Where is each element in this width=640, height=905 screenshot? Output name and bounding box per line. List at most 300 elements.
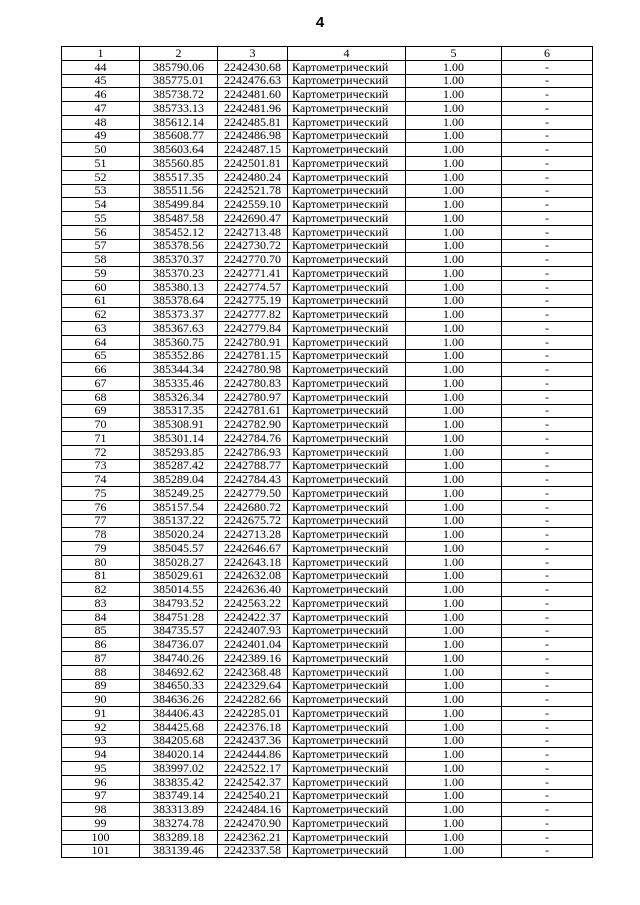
- precision-cell: 1.00: [406, 60, 502, 74]
- x-coordinate-cell: 383274.78: [140, 817, 218, 831]
- method-cell: Картометрический: [288, 74, 406, 88]
- y-coordinate-cell: 2242522.17: [218, 762, 288, 776]
- precision-cell: 1.00: [406, 377, 502, 391]
- method-cell: Картометрический: [288, 225, 406, 239]
- precision-cell: 1.00: [406, 844, 502, 858]
- method-cell: Картометрический: [288, 418, 406, 432]
- method-cell: Картометрический: [288, 487, 406, 501]
- precision-cell: 1.00: [406, 253, 502, 267]
- precision-cell: 1.00: [406, 129, 502, 143]
- table-row: [62, 500, 593, 514]
- point-number-cell: 60: [62, 280, 140, 294]
- table-row: [62, 624, 593, 638]
- y-coordinate-cell: 2242784.76: [218, 432, 288, 446]
- x-coordinate-cell: 383313.89: [140, 803, 218, 817]
- y-coordinate-cell: 2242521.78: [218, 184, 288, 198]
- description-cell: -: [502, 432, 593, 446]
- y-coordinate-cell: 2242780.91: [218, 335, 288, 349]
- x-coordinate-cell: 385360.75: [140, 335, 218, 349]
- method-cell: Картометрический: [288, 473, 406, 487]
- description-cell: -: [502, 157, 593, 171]
- y-coordinate-cell: 2242486.98: [218, 129, 288, 143]
- description-cell: -: [502, 597, 593, 611]
- x-coordinate-cell: 385738.72: [140, 88, 218, 102]
- point-number-cell: 101: [62, 844, 140, 858]
- point-number-cell: 59: [62, 267, 140, 281]
- point-number-cell: 71: [62, 432, 140, 446]
- page-number: 4: [315, 14, 325, 31]
- y-coordinate-cell: 2242480.24: [218, 170, 288, 184]
- y-coordinate-cell: 2242476.63: [218, 74, 288, 88]
- table-row: [62, 734, 593, 748]
- x-coordinate-cell: 385367.63: [140, 322, 218, 336]
- method-cell: Картометрический: [288, 555, 406, 569]
- method-cell: Картометрический: [288, 60, 406, 74]
- y-coordinate-cell: 2242777.82: [218, 308, 288, 322]
- table-row: [62, 445, 593, 459]
- method-cell: Картометрический: [288, 610, 406, 624]
- method-cell: Картометрический: [288, 404, 406, 418]
- point-number-cell: 56: [62, 225, 140, 239]
- point-number-cell: 87: [62, 652, 140, 666]
- y-coordinate-cell: 2242437.36: [218, 734, 288, 748]
- description-cell: -: [502, 60, 593, 74]
- description-cell: -: [502, 844, 593, 858]
- precision-cell: 1.00: [406, 583, 502, 597]
- y-coordinate-cell: 2242675.72: [218, 514, 288, 528]
- description-cell: -: [502, 143, 593, 157]
- x-coordinate-cell: 385370.37: [140, 253, 218, 267]
- method-cell: Картометрический: [288, 349, 406, 363]
- point-number-cell: 93: [62, 734, 140, 748]
- table-row: [62, 473, 593, 487]
- table-row: [62, 377, 593, 391]
- precision-cell: 1.00: [406, 610, 502, 624]
- point-number-cell: 63: [62, 322, 140, 336]
- method-cell: Картометрический: [288, 652, 406, 666]
- point-number-cell: 54: [62, 198, 140, 212]
- table-row: [62, 115, 593, 129]
- point-number-cell: 72: [62, 445, 140, 459]
- method-cell: Картометрический: [288, 542, 406, 556]
- y-coordinate-cell: 2242646.67: [218, 542, 288, 556]
- point-number-cell: 49: [62, 129, 140, 143]
- method-cell: Картометрический: [288, 363, 406, 377]
- point-number-cell: 67: [62, 377, 140, 391]
- method-cell: Картометрический: [288, 308, 406, 322]
- point-number-cell: 66: [62, 363, 140, 377]
- description-cell: -: [502, 803, 593, 817]
- method-cell: Картометрический: [288, 377, 406, 391]
- y-coordinate-cell: 2242481.60: [218, 88, 288, 102]
- precision-cell: 1.00: [406, 720, 502, 734]
- y-coordinate-cell: 2242780.98: [218, 363, 288, 377]
- table-row: [62, 707, 593, 721]
- precision-cell: 1.00: [406, 432, 502, 446]
- y-coordinate-cell: 2242771.41: [218, 267, 288, 281]
- column-header-3: 3: [218, 47, 288, 61]
- x-coordinate-cell: 384793.52: [140, 597, 218, 611]
- precision-cell: 1.00: [406, 170, 502, 184]
- precision-cell: 1.00: [406, 349, 502, 363]
- point-number-cell: 89: [62, 679, 140, 693]
- y-coordinate-cell: 2242713.28: [218, 528, 288, 542]
- x-coordinate-cell: 385137.22: [140, 514, 218, 528]
- method-cell: Картометрический: [288, 748, 406, 762]
- description-cell: -: [502, 390, 593, 404]
- x-coordinate-cell: 385499.84: [140, 198, 218, 212]
- table-row: [62, 157, 593, 171]
- precision-cell: 1.00: [406, 830, 502, 844]
- method-cell: Картометрический: [288, 803, 406, 817]
- point-number-cell: 75: [62, 487, 140, 501]
- y-coordinate-cell: 2242713.48: [218, 225, 288, 239]
- x-coordinate-cell: 385733.13: [140, 102, 218, 116]
- precision-cell: 1.00: [406, 528, 502, 542]
- description-cell: -: [502, 349, 593, 363]
- y-coordinate-cell: 2242337.58: [218, 844, 288, 858]
- y-coordinate-cell: 2242487.15: [218, 143, 288, 157]
- point-number-cell: 62: [62, 308, 140, 322]
- method-cell: Картометрический: [288, 665, 406, 679]
- precision-cell: 1.00: [406, 184, 502, 198]
- y-coordinate-cell: 2242779.50: [218, 487, 288, 501]
- description-cell: -: [502, 473, 593, 487]
- table-row: [62, 280, 593, 294]
- y-coordinate-cell: 2242484.16: [218, 803, 288, 817]
- y-coordinate-cell: 2242779.84: [218, 322, 288, 336]
- x-coordinate-cell: 385293.85: [140, 445, 218, 459]
- method-cell: Картометрический: [288, 583, 406, 597]
- table-row: [62, 597, 593, 611]
- description-cell: -: [502, 184, 593, 198]
- point-number-cell: 46: [62, 88, 140, 102]
- x-coordinate-cell: 385608.77: [140, 129, 218, 143]
- description-cell: -: [502, 239, 593, 253]
- point-number-cell: 52: [62, 170, 140, 184]
- table-row: [62, 349, 593, 363]
- column-header-6: 6: [502, 47, 593, 61]
- column-header-1: 1: [62, 47, 140, 61]
- point-number-cell: 79: [62, 542, 140, 556]
- method-cell: Картометрический: [288, 445, 406, 459]
- description-cell: -: [502, 775, 593, 789]
- description-cell: -: [502, 74, 593, 88]
- x-coordinate-cell: 385014.55: [140, 583, 218, 597]
- y-coordinate-cell: 2242680.72: [218, 500, 288, 514]
- x-coordinate-cell: 384735.57: [140, 624, 218, 638]
- point-number-cell: 91: [62, 707, 140, 721]
- x-coordinate-cell: 385373.37: [140, 308, 218, 322]
- y-coordinate-cell: 2242782.90: [218, 418, 288, 432]
- y-coordinate-cell: 2242559.10: [218, 198, 288, 212]
- method-cell: Картометрический: [288, 432, 406, 446]
- x-coordinate-cell: 385029.61: [140, 569, 218, 583]
- y-coordinate-cell: 2242636.40: [218, 583, 288, 597]
- precision-cell: 1.00: [406, 817, 502, 831]
- table-row: [62, 748, 593, 762]
- method-cell: Картометрический: [288, 267, 406, 281]
- x-coordinate-cell: 385289.04: [140, 473, 218, 487]
- y-coordinate-cell: 2242444.86: [218, 748, 288, 762]
- table-row: [62, 60, 593, 74]
- description-cell: -: [502, 363, 593, 377]
- table-row: [62, 184, 593, 198]
- table-row: [62, 143, 593, 157]
- x-coordinate-cell: 385020.24: [140, 528, 218, 542]
- precision-cell: 1.00: [406, 267, 502, 281]
- x-coordinate-cell: 385487.58: [140, 212, 218, 226]
- point-number-cell: 77: [62, 514, 140, 528]
- point-number-cell: 86: [62, 638, 140, 652]
- table-row: [62, 693, 593, 707]
- table-row: [62, 253, 593, 267]
- point-number-cell: 68: [62, 390, 140, 404]
- method-cell: Картометрический: [288, 500, 406, 514]
- precision-cell: 1.00: [406, 280, 502, 294]
- point-number-cell: 88: [62, 665, 140, 679]
- point-number-cell: 81: [62, 569, 140, 583]
- x-coordinate-cell: 384406.43: [140, 707, 218, 721]
- description-cell: -: [502, 335, 593, 349]
- x-coordinate-cell: 383749.14: [140, 789, 218, 803]
- precision-cell: 1.00: [406, 487, 502, 501]
- x-coordinate-cell: 385370.23: [140, 267, 218, 281]
- table-row: [62, 74, 593, 88]
- precision-cell: 1.00: [406, 390, 502, 404]
- method-cell: Картометрический: [288, 170, 406, 184]
- precision-cell: 1.00: [406, 225, 502, 239]
- y-coordinate-cell: 2242376.18: [218, 720, 288, 734]
- point-number-cell: 95: [62, 762, 140, 776]
- table-row: [62, 665, 593, 679]
- description-cell: -: [502, 638, 593, 652]
- y-coordinate-cell: 2242485.81: [218, 115, 288, 129]
- point-number-cell: 83: [62, 597, 140, 611]
- description-cell: -: [502, 817, 593, 831]
- method-cell: Картометрический: [288, 115, 406, 129]
- table-header-row: [62, 47, 593, 61]
- point-number-cell: 99: [62, 817, 140, 831]
- x-coordinate-cell: 385378.56: [140, 239, 218, 253]
- table-row: [62, 459, 593, 473]
- x-coordinate-cell: 383997.02: [140, 762, 218, 776]
- column-header-4: 4: [288, 47, 406, 61]
- description-cell: -: [502, 748, 593, 762]
- y-coordinate-cell: 2242690.47: [218, 212, 288, 226]
- precision-cell: 1.00: [406, 707, 502, 721]
- table-row: [62, 198, 593, 212]
- precision-cell: 1.00: [406, 363, 502, 377]
- description-cell: -: [502, 679, 593, 693]
- x-coordinate-cell: 385790.06: [140, 60, 218, 74]
- y-coordinate-cell: 2242501.81: [218, 157, 288, 171]
- table-row: [62, 830, 593, 844]
- description-cell: -: [502, 267, 593, 281]
- method-cell: Картометрический: [288, 693, 406, 707]
- y-coordinate-cell: 2242784.43: [218, 473, 288, 487]
- precision-cell: 1.00: [406, 748, 502, 762]
- point-number-cell: 96: [62, 775, 140, 789]
- description-cell: -: [502, 459, 593, 473]
- x-coordinate-cell: 385344.34: [140, 363, 218, 377]
- table-row: [62, 817, 593, 831]
- point-number-cell: 48: [62, 115, 140, 129]
- description-cell: -: [502, 225, 593, 239]
- table-row: [62, 88, 593, 102]
- precision-cell: 1.00: [406, 597, 502, 611]
- x-coordinate-cell: 384020.14: [140, 748, 218, 762]
- point-number-cell: 80: [62, 555, 140, 569]
- y-coordinate-cell: 2242643.18: [218, 555, 288, 569]
- coordinates-table-body: [62, 47, 593, 858]
- point-number-cell: 45: [62, 74, 140, 88]
- y-coordinate-cell: 2242780.83: [218, 377, 288, 391]
- precision-cell: 1.00: [406, 212, 502, 226]
- table-row: [62, 542, 593, 556]
- x-coordinate-cell: 385301.14: [140, 432, 218, 446]
- x-coordinate-cell: 384751.28: [140, 610, 218, 624]
- column-header-5: 5: [406, 47, 502, 61]
- x-coordinate-cell: 385378.64: [140, 294, 218, 308]
- y-coordinate-cell: 2242282.66: [218, 693, 288, 707]
- column-header-2: 2: [140, 47, 218, 61]
- description-cell: -: [502, 830, 593, 844]
- table-row: [62, 170, 593, 184]
- description-cell: -: [502, 102, 593, 116]
- method-cell: Картометрический: [288, 157, 406, 171]
- coordinates-table: [61, 46, 593, 858]
- y-coordinate-cell: 2242770.70: [218, 253, 288, 267]
- precision-cell: 1.00: [406, 322, 502, 336]
- description-cell: -: [502, 377, 593, 391]
- x-coordinate-cell: 385335.46: [140, 377, 218, 391]
- description-cell: -: [502, 445, 593, 459]
- description-cell: -: [502, 789, 593, 803]
- point-number-cell: 70: [62, 418, 140, 432]
- y-coordinate-cell: 2242788.77: [218, 459, 288, 473]
- y-coordinate-cell: 2242430.68: [218, 60, 288, 74]
- description-cell: -: [502, 322, 593, 336]
- precision-cell: 1.00: [406, 638, 502, 652]
- table-row: [62, 638, 593, 652]
- table-row: [62, 528, 593, 542]
- description-cell: -: [502, 129, 593, 143]
- x-coordinate-cell: 384650.33: [140, 679, 218, 693]
- x-coordinate-cell: 384736.07: [140, 638, 218, 652]
- method-cell: Картометрический: [288, 528, 406, 542]
- description-cell: -: [502, 280, 593, 294]
- point-number-cell: 100: [62, 830, 140, 844]
- x-coordinate-cell: 385380.13: [140, 280, 218, 294]
- y-coordinate-cell: 2242285.01: [218, 707, 288, 721]
- table-row: [62, 363, 593, 377]
- point-number-cell: 85: [62, 624, 140, 638]
- precision-cell: 1.00: [406, 88, 502, 102]
- table-row: [62, 102, 593, 116]
- table-row: [62, 762, 593, 776]
- method-cell: Картометрический: [288, 720, 406, 734]
- table-row: [62, 212, 593, 226]
- method-cell: Картометрический: [288, 679, 406, 693]
- precision-cell: 1.00: [406, 157, 502, 171]
- point-number-cell: 82: [62, 583, 140, 597]
- description-cell: -: [502, 734, 593, 748]
- precision-cell: 1.00: [406, 542, 502, 556]
- x-coordinate-cell: 385028.27: [140, 555, 218, 569]
- x-coordinate-cell: 384425.68: [140, 720, 218, 734]
- description-cell: -: [502, 569, 593, 583]
- y-coordinate-cell: 2242775.19: [218, 294, 288, 308]
- description-cell: -: [502, 652, 593, 666]
- precision-cell: 1.00: [406, 569, 502, 583]
- precision-cell: 1.00: [406, 418, 502, 432]
- description-cell: -: [502, 115, 593, 129]
- table-row: [62, 487, 593, 501]
- method-cell: Картометрический: [288, 789, 406, 803]
- precision-cell: 1.00: [406, 198, 502, 212]
- x-coordinate-cell: 385603.64: [140, 143, 218, 157]
- precision-cell: 1.00: [406, 445, 502, 459]
- method-cell: Картометрический: [288, 198, 406, 212]
- method-cell: Картометрический: [288, 638, 406, 652]
- precision-cell: 1.00: [406, 679, 502, 693]
- x-coordinate-cell: 384205.68: [140, 734, 218, 748]
- method-cell: Картометрический: [288, 459, 406, 473]
- description-cell: -: [502, 404, 593, 418]
- x-coordinate-cell: 385452.12: [140, 225, 218, 239]
- x-coordinate-cell: 385612.14: [140, 115, 218, 129]
- point-number-cell: 64: [62, 335, 140, 349]
- description-cell: -: [502, 212, 593, 226]
- x-coordinate-cell: 385317.35: [140, 404, 218, 418]
- precision-cell: 1.00: [406, 514, 502, 528]
- table-row: [62, 844, 593, 858]
- y-coordinate-cell: 2242781.15: [218, 349, 288, 363]
- y-coordinate-cell: 2242422.37: [218, 610, 288, 624]
- point-number-cell: 44: [62, 60, 140, 74]
- description-cell: -: [502, 253, 593, 267]
- x-coordinate-cell: 385517.35: [140, 170, 218, 184]
- point-number-cell: 76: [62, 500, 140, 514]
- table-row: [62, 239, 593, 253]
- method-cell: Картометрический: [288, 294, 406, 308]
- method-cell: Картометрический: [288, 390, 406, 404]
- table-row: [62, 555, 593, 569]
- point-number-cell: 55: [62, 212, 140, 226]
- description-cell: -: [502, 170, 593, 184]
- point-number-cell: 69: [62, 404, 140, 418]
- x-coordinate-cell: 385352.86: [140, 349, 218, 363]
- table-row: [62, 583, 593, 597]
- precision-cell: 1.00: [406, 500, 502, 514]
- point-number-cell: 73: [62, 459, 140, 473]
- description-cell: -: [502, 707, 593, 721]
- point-number-cell: 78: [62, 528, 140, 542]
- precision-cell: 1.00: [406, 143, 502, 157]
- precision-cell: 1.00: [406, 102, 502, 116]
- table-row: [62, 432, 593, 446]
- description-cell: -: [502, 624, 593, 638]
- y-coordinate-cell: 2242563.22: [218, 597, 288, 611]
- precision-cell: 1.00: [406, 294, 502, 308]
- x-coordinate-cell: 385249.25: [140, 487, 218, 501]
- method-cell: Картометрический: [288, 514, 406, 528]
- method-cell: Картометрический: [288, 817, 406, 831]
- x-coordinate-cell: 385511.56: [140, 184, 218, 198]
- table-row: [62, 789, 593, 803]
- x-coordinate-cell: 384692.62: [140, 665, 218, 679]
